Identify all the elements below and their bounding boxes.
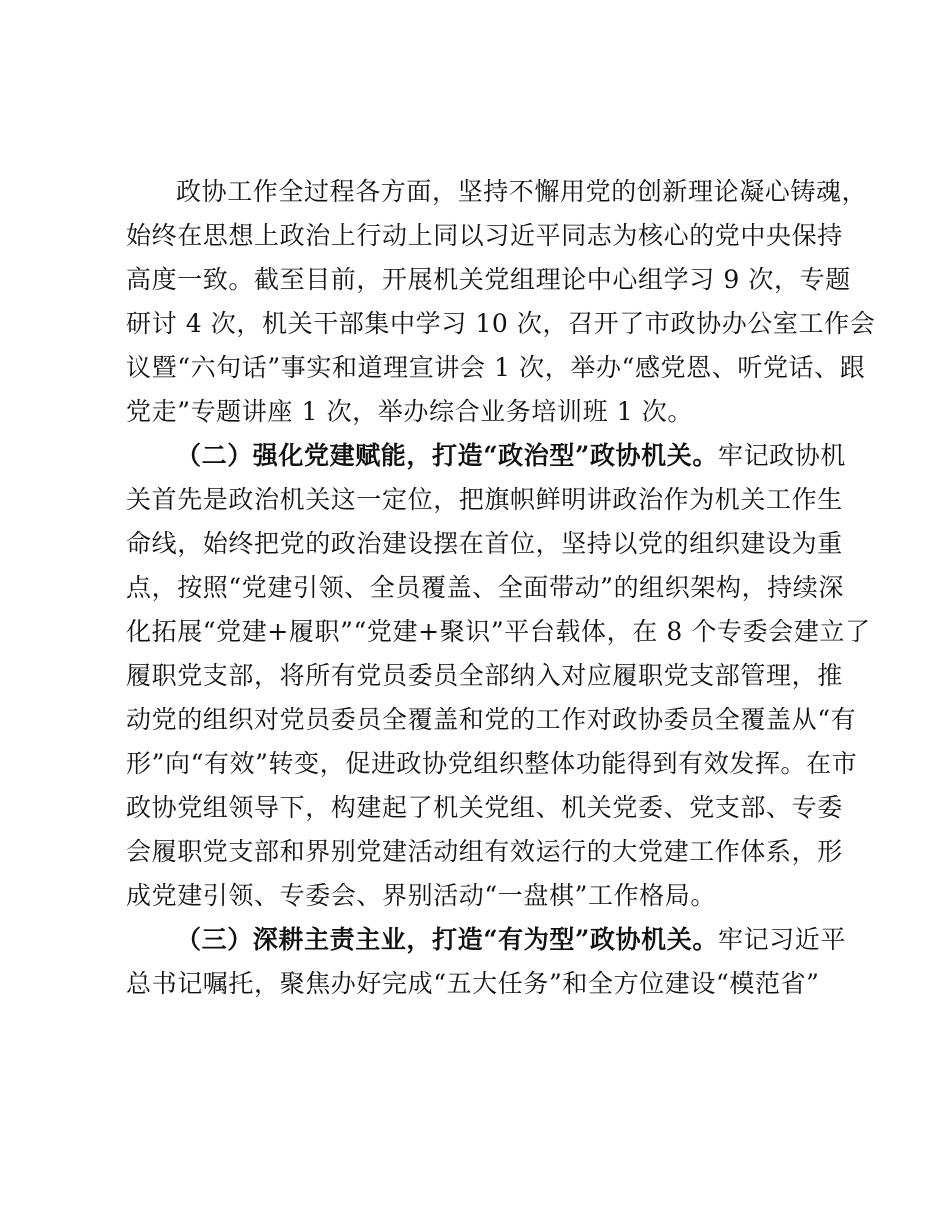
text-line: 议暨“六句话”事实和道理宣讲会 1 次，举办“感党恩、听党话、跟 [126, 353, 866, 382]
text-run: 牢记政协机 [717, 441, 846, 470]
text-run: 牢记习近平 [717, 925, 846, 954]
text-line: 始终在思想上政治上行动上同以习近平同志为核心的党中央保持 [126, 221, 843, 250]
text-line: 会履职党支部和界别党建活动组有效运行的大党建工作体系，形 [126, 837, 843, 866]
section-heading: （二）强化党建赋能，打造“政治型”政协机关。 [176, 441, 718, 470]
document-body [126, 170, 876, 1006]
text-line: 党走”专题讲座 1 次，举办综合业务培训班 1 次。 [126, 397, 693, 426]
text-line: 政协党组领导下，构建起了机关党组、机关党委、党支部、专委 [126, 793, 843, 822]
paragraph-3 [126, 918, 846, 1006]
text-line: 化拓展“党建+履职”“党建+聚识”平台载体，在 8 个专委会建立了 [126, 617, 871, 646]
text-line: 形”向“有效”转变，促进政协党组织整体功能得到有效发挥。在市 [126, 749, 858, 778]
text-line: 履职党支部，将所有党员委员全部纳入对应履职党支部管理，推 [126, 661, 843, 690]
text-line: 成党建引领、专委会、界别活动“一盘棋”工作格局。 [126, 881, 716, 910]
text-line: 研讨 4 次，机关干部集中学习 10 次，召开了市政协办公室工作会 [126, 309, 876, 338]
text-line: 关首先是政治机关这一定位，把旗帜鲜明讲政治作为机关工作生 [126, 485, 843, 514]
text-line [126, 434, 846, 478]
text-line [126, 918, 846, 962]
text-line: 政协工作全过程各方面，坚持不懈用党的创新理论凝心铸魂， [176, 177, 868, 206]
text-line: 动党的组织对党员委员全覆盖和党的工作对政协委员全覆盖从“有 [126, 705, 857, 734]
paragraph-2 [126, 434, 871, 918]
text-line: 高度一致。截至目前，开展机关党组理论中心组学习 9 次，专题 [126, 265, 851, 294]
text-line: 命线，始终把党的政治建设摆在首位，坚持以党的组织建设为重 [126, 529, 843, 558]
text-line: 总书记嘱托，聚焦办好完成“五大任务”和全方位建设“模范省” [126, 969, 820, 998]
text-line: 点，按照“党建引领、全员覆盖、全面带动”的组织架构，持续深 [126, 573, 844, 602]
paragraph-1 [126, 170, 876, 434]
section-heading: （三）深耕主责主业，打造“有为型”政协机关。 [176, 925, 718, 954]
